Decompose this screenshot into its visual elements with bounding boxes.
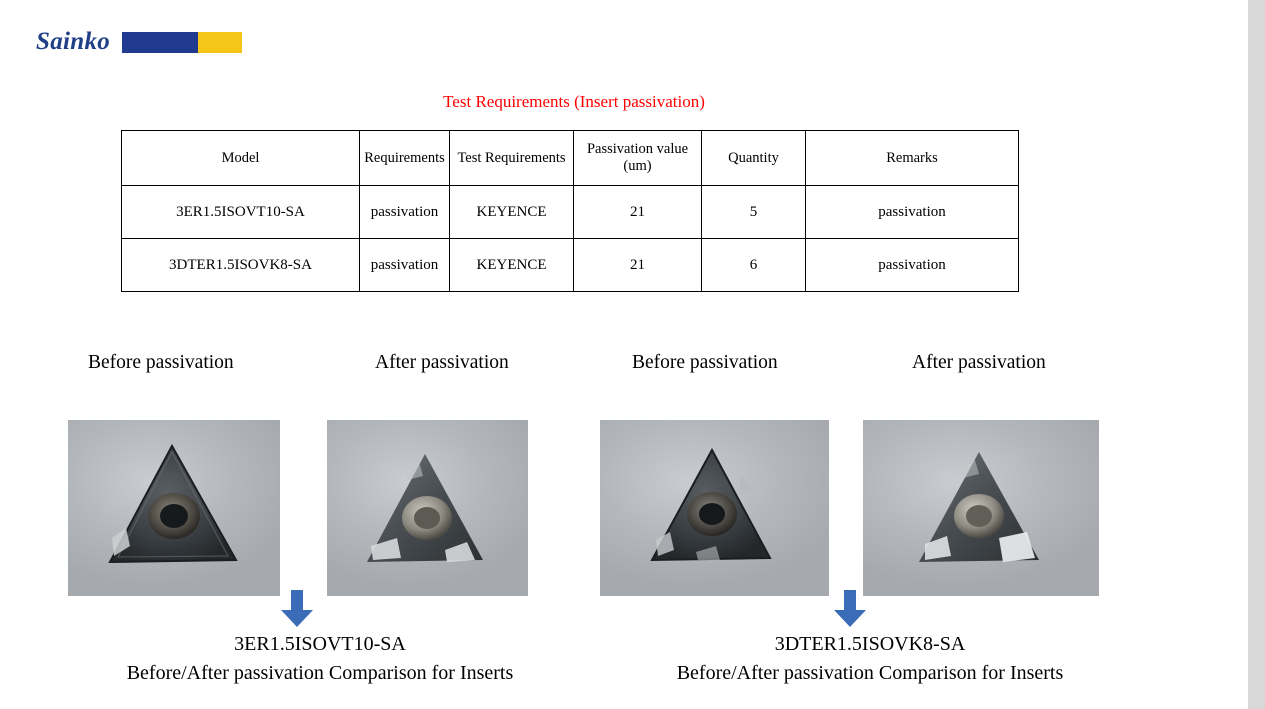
test-requirements-table: [121, 130, 1018, 292]
insert-illustration-4: [863, 420, 1099, 596]
cell-test-requirements: KEYENCE: [450, 186, 574, 239]
photo-insert-before-1: [68, 420, 280, 596]
cell-quantity: 5: [702, 186, 806, 239]
header-quantity: Quantity: [702, 131, 806, 186]
photo-insert-after-2: [863, 420, 1099, 596]
caption-after-passivation-2: After passivation: [912, 352, 1046, 373]
header-passivation-value: [574, 131, 702, 186]
photo-insert-before-2: [600, 420, 829, 596]
bottom-label-desc-1: Before/After passivation Comparison for Inserts: [126, 662, 514, 684]
insert-illustration-1: [68, 420, 280, 596]
bottom-label-model-1: 3ER1.5ISOVT10-SA: [234, 633, 406, 655]
table-header-row: [122, 131, 1019, 186]
bottom-label-desc-2: Before/After passivation Comparison for Inserts: [676, 662, 1064, 684]
bottom-label-group-1: [40, 630, 600, 688]
cell-remarks: passivation: [806, 186, 1019, 239]
cell-requirements: passivation: [360, 186, 450, 239]
company-logo: [36, 28, 242, 56]
logo-text: Sainko: [36, 28, 111, 55]
header-remarks: Remarks: [806, 131, 1019, 186]
caption-before-passivation-1: Before passivation: [88, 352, 234, 373]
photo-insert-after-1: [327, 420, 528, 596]
cell-quantity: 6: [702, 239, 806, 292]
table-row: [122, 239, 1019, 292]
cell-requirements: passivation: [360, 239, 450, 292]
caption-before-passivation-2: Before passivation: [632, 352, 778, 373]
header-passivation-value-line1: Passivation value: [586, 141, 689, 158]
logo-bars: [122, 32, 242, 53]
cell-passivation-value: 21: [574, 239, 702, 292]
insert-illustration-3: [600, 420, 829, 596]
logo-bar-blue-icon: [122, 32, 198, 53]
logo-bar-yellow-icon: [198, 32, 242, 53]
cell-model: 3ER1.5ISOVT10-SA: [122, 186, 360, 239]
caption-after-passivation-1: After passivation: [375, 352, 509, 373]
header-requirements: Requirements: [360, 131, 450, 186]
right-margin-strip: [1248, 0, 1265, 709]
header-test-requirements: Test Requirements: [450, 131, 574, 186]
bottom-label-group-2: [570, 630, 1170, 688]
down-arrow-icon-2: [833, 590, 867, 628]
page-title: Test Requirements (Insert passivation): [443, 92, 705, 111]
down-arrow-icon-1: [280, 590, 314, 628]
cell-remarks: passivation: [806, 239, 1019, 292]
cell-passivation-value: 21: [574, 186, 702, 239]
header-model: Model: [122, 131, 360, 186]
header-passivation-value-line2: (um): [623, 158, 652, 174]
bottom-label-model-2: 3DTER1.5ISOVK8-SA: [774, 633, 966, 655]
cell-model: 3DTER1.5ISOVK8-SA: [122, 239, 360, 292]
insert-illustration-2: [327, 420, 528, 596]
table-row: [122, 186, 1019, 239]
cell-test-requirements: KEYENCE: [450, 239, 574, 292]
